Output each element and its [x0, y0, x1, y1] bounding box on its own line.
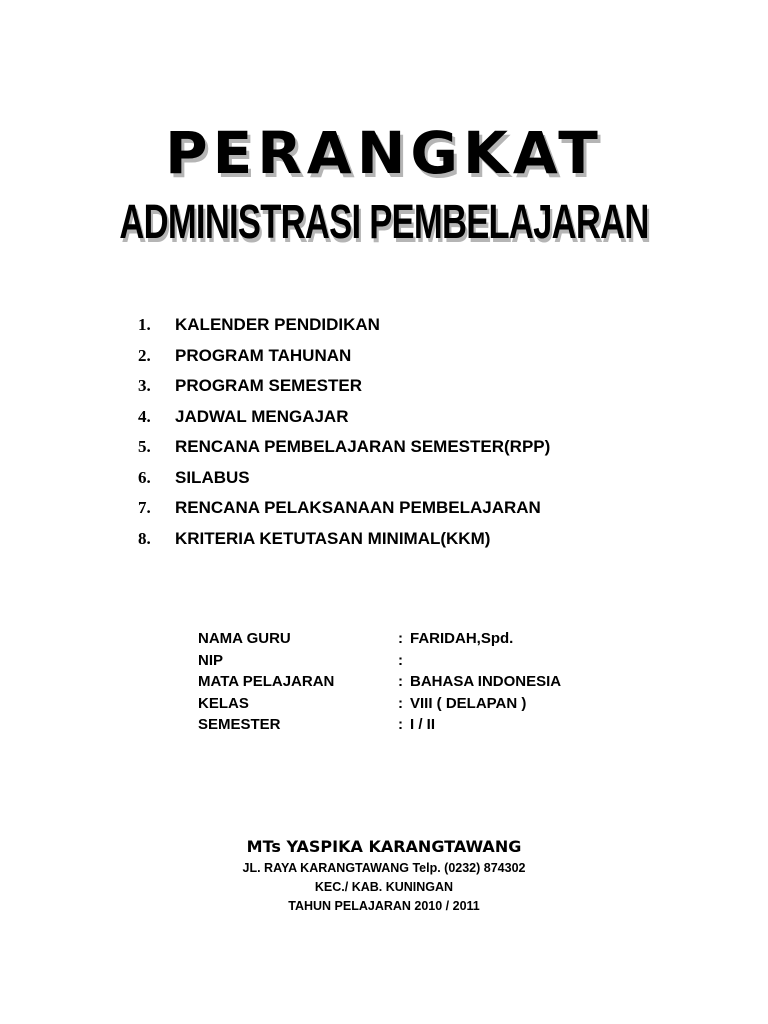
info-value: BAHASA INDONESIA [410, 673, 562, 690]
list-item-number: 1. [138, 315, 151, 334]
list-item-number: 3. [138, 376, 151, 395]
info-label: SEMESTER [198, 716, 281, 733]
list-item-label: PROGRAM SEMESTER [175, 376, 363, 395]
list-item [138, 313, 550, 344]
info-value: VIII ( DELAPAN ) [410, 694, 527, 712]
list-item-number: 5. [138, 437, 151, 456]
info-row-nip [198, 650, 561, 672]
info-row-semester [198, 714, 561, 736]
list-item-number: 8. [138, 528, 151, 548]
info-label: KELAS [198, 694, 249, 712]
info-label: MATA PELAJARAN [198, 673, 335, 690]
list-item [138, 466, 550, 497]
list-item [138, 496, 550, 527]
list-item [138, 435, 550, 466]
info-row-class [198, 693, 561, 715]
info-label: NIP [198, 651, 224, 669]
info-row-teacher-name [198, 628, 561, 650]
info-separator: : [398, 673, 403, 690]
document-subtitle: ADMINISTRASI PEMBELAJARAN [119, 196, 649, 249]
contents-list [138, 313, 550, 557]
list-item [138, 374, 550, 405]
document-title: PERANGKAT [165, 119, 603, 187]
info-row-subject [198, 671, 561, 693]
info-separator: : [398, 694, 403, 712]
list-item [138, 405, 550, 436]
list-item-number: 4. [138, 406, 151, 426]
info-value: I / II [410, 716, 436, 733]
list-item-label: RENCANA PEMBELAJARAN SEMESTER(RPP) [175, 437, 551, 456]
info-value: FARIDAH,Spd. [410, 630, 514, 647]
school-address: JL. RAYA KARANGTAWANG Telp. (0232) 874302 [242, 861, 526, 875]
list-item-number: 2. [138, 345, 151, 365]
teacher-info [198, 628, 561, 736]
info-label: NAMA GURU [198, 630, 291, 647]
school-name: MTs YASPIKA KARANGTAWANG [246, 837, 522, 856]
list-item [138, 527, 550, 558]
school-district: KEC./ KAB. KUNINGAN [314, 880, 454, 894]
academic-year: TAHUN PELAJARAN 2010 / 2011 [288, 899, 480, 913]
list-item-label: PROGRAM TAHUNAN [175, 345, 352, 365]
list-item-label: SILABUS [175, 467, 250, 487]
info-separator: : [398, 716, 403, 733]
info-separator: : [398, 630, 403, 647]
list-item [138, 344, 550, 375]
list-item-number: 6. [138, 467, 151, 487]
list-item-label: RENCANA PELAKSANAAN PEMBELAJARAN [175, 498, 541, 517]
list-item-number: 7. [138, 498, 151, 517]
list-item-label: JADWAL MENGAJAR [175, 406, 349, 426]
list-item-label: KRITERIA KETUTASAN MINIMAL(KKM) [175, 528, 491, 548]
info-separator: : [398, 651, 403, 669]
list-item-label: KALENDER PENDIDIKAN [175, 315, 380, 334]
school-footer [0, 835, 768, 916]
